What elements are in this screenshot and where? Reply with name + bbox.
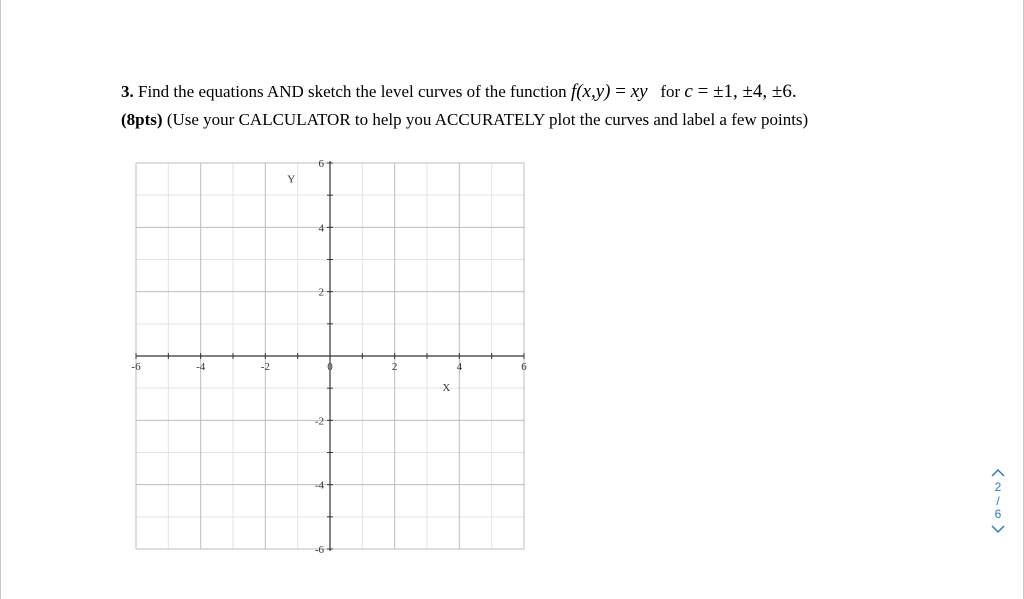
function-body: xy [630, 81, 648, 102]
x-tick-label: -6 [131, 361, 141, 373]
problem-points: (8pts) [121, 110, 163, 129]
for-text: for [660, 82, 681, 101]
function-args: (x,y) [576, 81, 611, 102]
x-tick-label: 6 [521, 361, 527, 373]
problem-statement [121, 78, 981, 134]
x-tick-label: 2 [391, 361, 398, 373]
function-name: f [570, 81, 577, 102]
x-axis-label: X [442, 382, 451, 394]
problem-text-2: (Use your CALCULATOR to help you ACCURATELY plot the curves and label a few points) [162, 110, 809, 129]
c-values: = ±1, ±4, ±6. [692, 81, 797, 102]
problem-line-1 [121, 78, 981, 106]
page-navigator [981, 466, 1015, 536]
total-pages: 6 [994, 507, 1002, 521]
y-tick-label: 6 [318, 158, 324, 170]
problem-line-2 [121, 106, 981, 134]
y-tick-label: -2 [314, 415, 324, 428]
chevron-down-icon[interactable] [990, 522, 1006, 536]
x-tick-label: 0 [327, 361, 333, 373]
page-separator: / [996, 494, 1000, 508]
y-tick-label: 2 [318, 286, 324, 299]
current-page: 2 [994, 480, 1002, 494]
coordinate-grid[interactable] [121, 150, 541, 565]
y-tick-label: 4 [318, 222, 324, 235]
y-tick-label: -6 [314, 544, 324, 556]
c-variable: c [684, 81, 693, 102]
x-tick-label: 4 [456, 361, 463, 373]
chevron-up-icon[interactable] [990, 466, 1006, 480]
x-tick-label: -2 [260, 361, 270, 373]
function-equals: = [610, 81, 631, 102]
grid-svg[interactable] [121, 150, 541, 560]
problem-number: 3. [121, 82, 134, 101]
problem-text-1: Find the equations AND sketch the level curves of the function [133, 82, 571, 101]
y-tick-label: -4 [314, 479, 324, 492]
y-axis-label: Y [287, 173, 296, 186]
x-tick-label: -4 [196, 361, 206, 373]
